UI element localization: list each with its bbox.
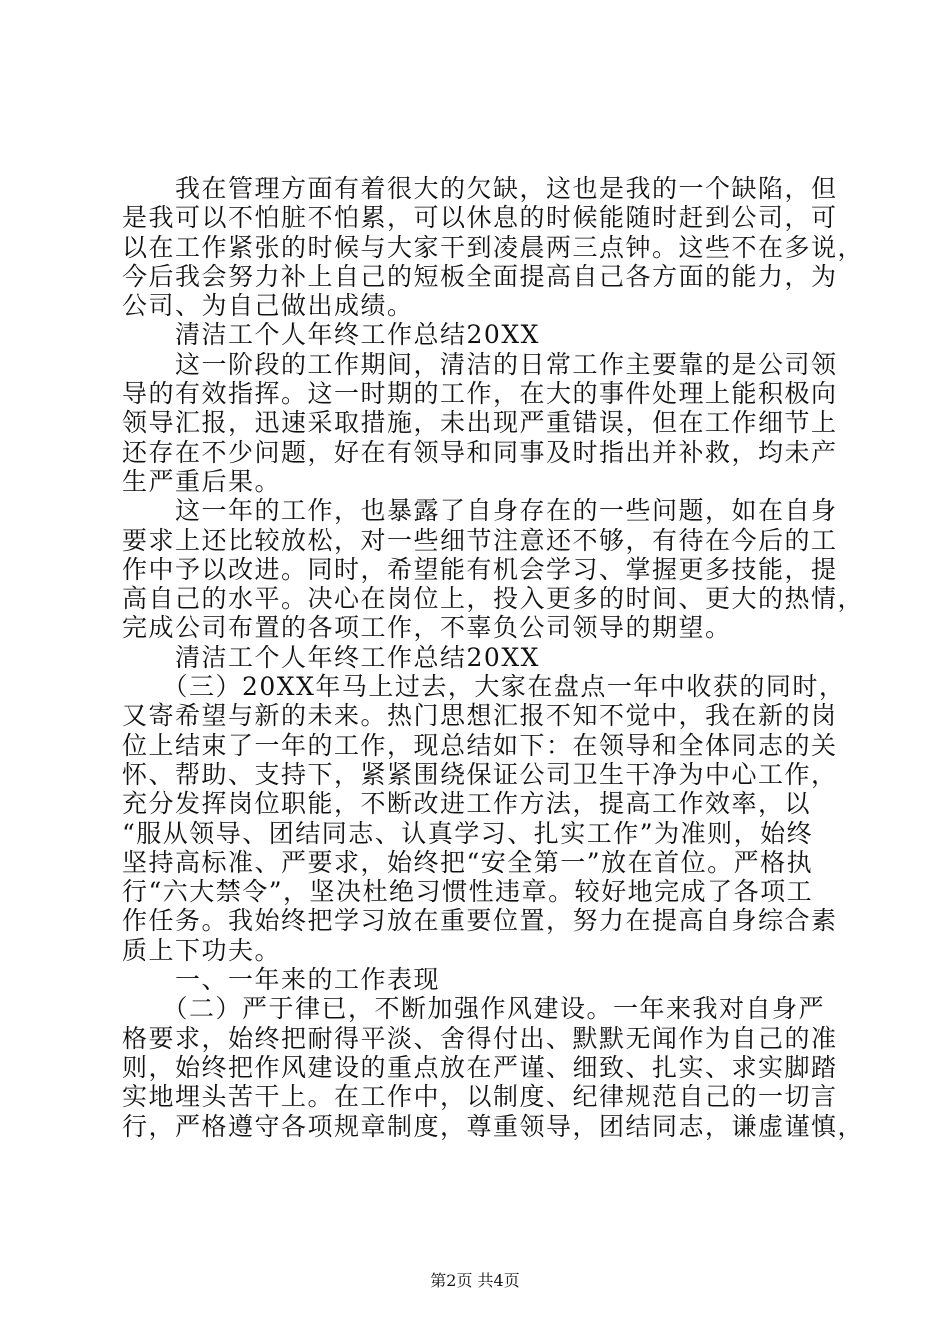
text-line: 要求上还比较放松，对一些细节注意还不够，有待在今后的工 [122, 525, 838, 555]
text-line: 位上结束了一年的工作，现总结如下：在领导和全体同志的关 [122, 730, 838, 760]
text-line: 导的有效指挥。这一时期的工作，在大的事件处理上能积极向 [122, 379, 838, 409]
section-heading: 清洁工个人年终工作总结20XX [122, 320, 540, 350]
text-line: 今后我会努力补上自己的短板全面提高自己各方面的能力，为 [122, 261, 838, 291]
text-line: 行，严格遵守各项规章制度，尊重领导，团结同志，谦虚谨慎， [122, 1111, 865, 1141]
text-line: （三）20XX年马上过去，大家在盘点一年中收获的同时， [122, 672, 846, 702]
text-line: 高自己的水平。决心在岗位上，投入更多的时间、更大的热情， [122, 584, 865, 614]
text-line: 这一年的工作，也暴露了自身存在的一些问题，如在自身 [122, 496, 838, 526]
text-line: 作中予以改进。同时，希望能有机会学习、掌握更多技能，提 [122, 554, 838, 584]
text-line: 格要求，始终把耐得平淡、舍得付出、默默无闻作为自己的准 [122, 1023, 838, 1053]
text-line: 怀、帮助、支持下，紧紧围绕保证公司卫生干净为中心工作， [122, 759, 838, 789]
text-line: 还存在不少问题，好在有领导和同事及时指出并补救，均未产 [122, 437, 838, 467]
page-number-footer: 第2页 共4页 [430, 1271, 520, 1290]
text-line: 质上下功夫。 [122, 935, 282, 965]
text-line: 生严重后果。 [122, 466, 282, 496]
section-heading: 一、一年来的工作表现 [122, 965, 441, 995]
text-line: 则，始终把作风建设的重点放在严谨、细致、扎实、求实脚踏 [122, 1052, 838, 1082]
text-line: 领导汇报，迅速采取措施，未出现严重错误，但在工作细节上 [122, 408, 838, 438]
text-line: 公司、为自己做出成绩。 [122, 291, 414, 321]
text-line: 又寄希望与新的未来。热门思想汇报不知不觉中，我在新的岗 [122, 701, 838, 731]
text-line: 充分发挥岗位职能，不断改进工作方法，提高工作效率，以 [122, 789, 812, 819]
text-line: 是我可以不怕脏不怕累，可以休息的时候能随时赶到公司，可 [122, 203, 838, 233]
text-line: 实地埋头苦干上。在工作中，以制度、纪律规范自己的一切言 [122, 1082, 838, 1112]
text-line: 这一阶段的工作期间，清洁的日常工作主要靠的是公司领 [122, 349, 838, 379]
text-line: 行“六大禁令”，坚决杜绝习惯性违章。较好地完成了各项工 [122, 877, 814, 907]
text-line: 作任务。我始终把学习放在重要位置，努力在提高自身综合素 [122, 906, 838, 936]
text-line: 以在工作紧张的时候与大家干到凌晨两三点钟。这些不在多说， [122, 232, 865, 262]
text-line: 我在管理方面有着很大的欠缺，这也是我的一个缺陷，但 [122, 174, 838, 203]
section-heading: 清洁工个人年终工作总结20XX [122, 642, 540, 672]
document-body [122, 174, 865, 1141]
text-line: （二）严于律已，不断加强作风建设。一年来我对自身严 [122, 994, 826, 1024]
text-line: 坚持高标准、严要求，始终把“安全第一”放在首位。严格执 [122, 847, 814, 877]
text-line: “服从领导、团结同志、认真学习、扎实工作”为准则，始终 [122, 818, 814, 848]
text-line: 完成公司布置的各项工作，不辜负公司领导的期望。 [122, 613, 732, 643]
